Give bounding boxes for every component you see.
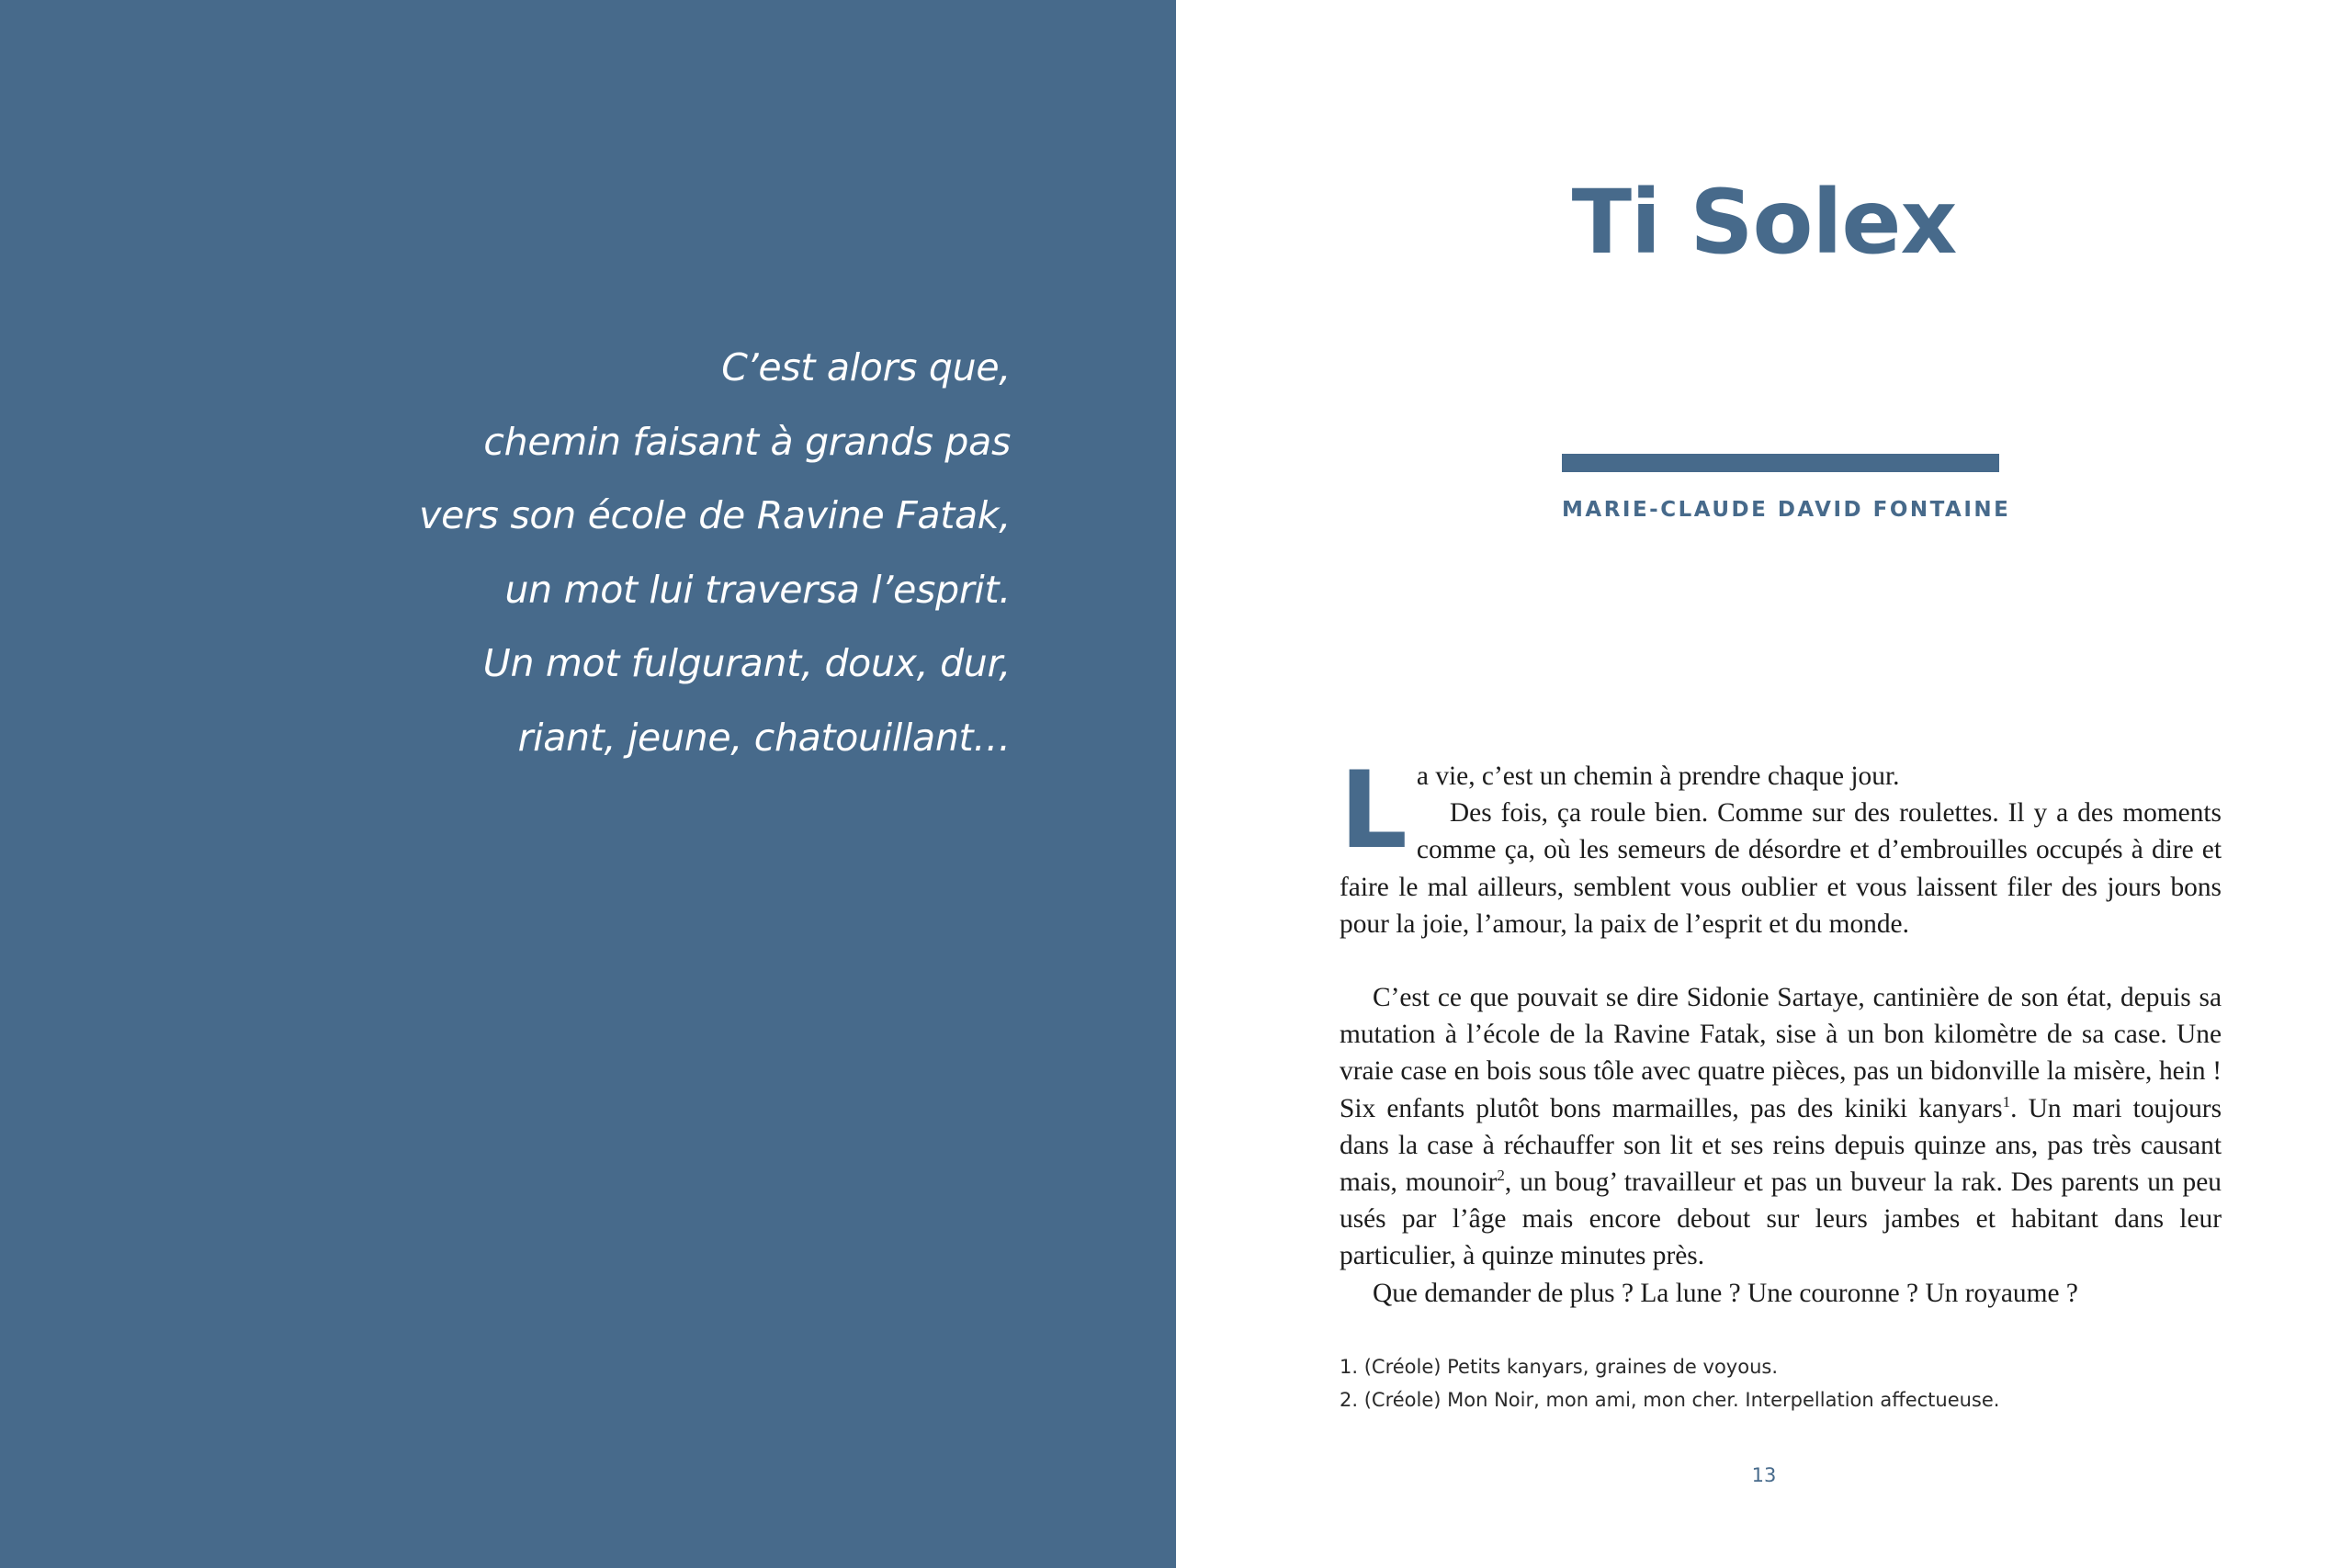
paragraph-3-part-a: C’est ce que pouvait se dire Sidonie Sartaye, cantinière de son état, depuis sa mutation à l’école de la Ravine Fatak, sise à un bon kilomètre de sa case. Une vraie case en bois sous tôle avec quatre pièces, pas un bidonville la misère, hein ! Six enfants plutôt bons marmailles, pas des kiniki kanyars [1340,983,2222,1123]
drop-cap: L [1340,749,1408,873]
quote-line: un mot lui traversa l’esprit. [504,567,1011,612]
body-text [1340,749,2222,1312]
paragraph-1-text: a vie, c’est un chemin à prendre chaque jour. [1416,761,1900,791]
title-rule [1562,454,1999,472]
quote-line: C’est alors que, [721,345,1011,389]
chapter-title: Ti Solex [1571,171,1957,274]
paragraph-2: Des fois, ça roule bien. Comme sur des roulettes. Il y a des moments comme ça, où les semeurs de désordre et d’embrouilles occupés à dire et faire le mal ailleurs, semblent vous oublier et vous laissent filer des jours bons pour la joie, l’amour, la paix de l’esprit et du monde. [1340,798,2222,939]
quote-line: vers son école de Ravine Fatak, [419,493,1011,537]
footnote-1: 1. (Créole) Petits kanyars, graines de voyous. [1340,1356,1778,1378]
quote-line: Un mot fulgurant, doux, dur, [482,641,1011,685]
pull-quote [184,331,1011,774]
author-name: MARIE-CLAUDE DAVID FONTAINE [1562,498,2011,522]
paragraph-3-part-c: , un boug’ travailleur et pas un buveur la rak. Des parents un peu usés par l’âge mais encore debout sur leurs jambes et habitant dans leur particulier, à quinze minutes près. [1340,1168,2222,1271]
right-page [1176,0,2352,1568]
quote-line: riant, jeune, chatouillant… [517,715,1011,760]
footnote-2: 2. (Créole) Mon Noir, mon ami, mon cher. Interpellation affectueuse. [1340,1389,2000,1411]
paragraph-4: Que demander de plus ? La lune ? Une couronne ? Un royaume ? [1373,1278,2078,1308]
footnote-ref-2: 2 [1497,1167,1505,1185]
footnote-ref-1: 1 [2002,1092,2011,1111]
paragraph-3 [1340,979,2222,1275]
footnotes [1340,1350,2222,1416]
quote-line: chemin faisant à grands pas [483,419,1011,464]
page-number: 13 [1751,1464,1777,1486]
paragraph-3-part-b: . Un mari toujours dans la case à réchauffer son lit et ses reins depuis quinze ans, pas très causant mais, mounoir [1340,1093,2222,1198]
